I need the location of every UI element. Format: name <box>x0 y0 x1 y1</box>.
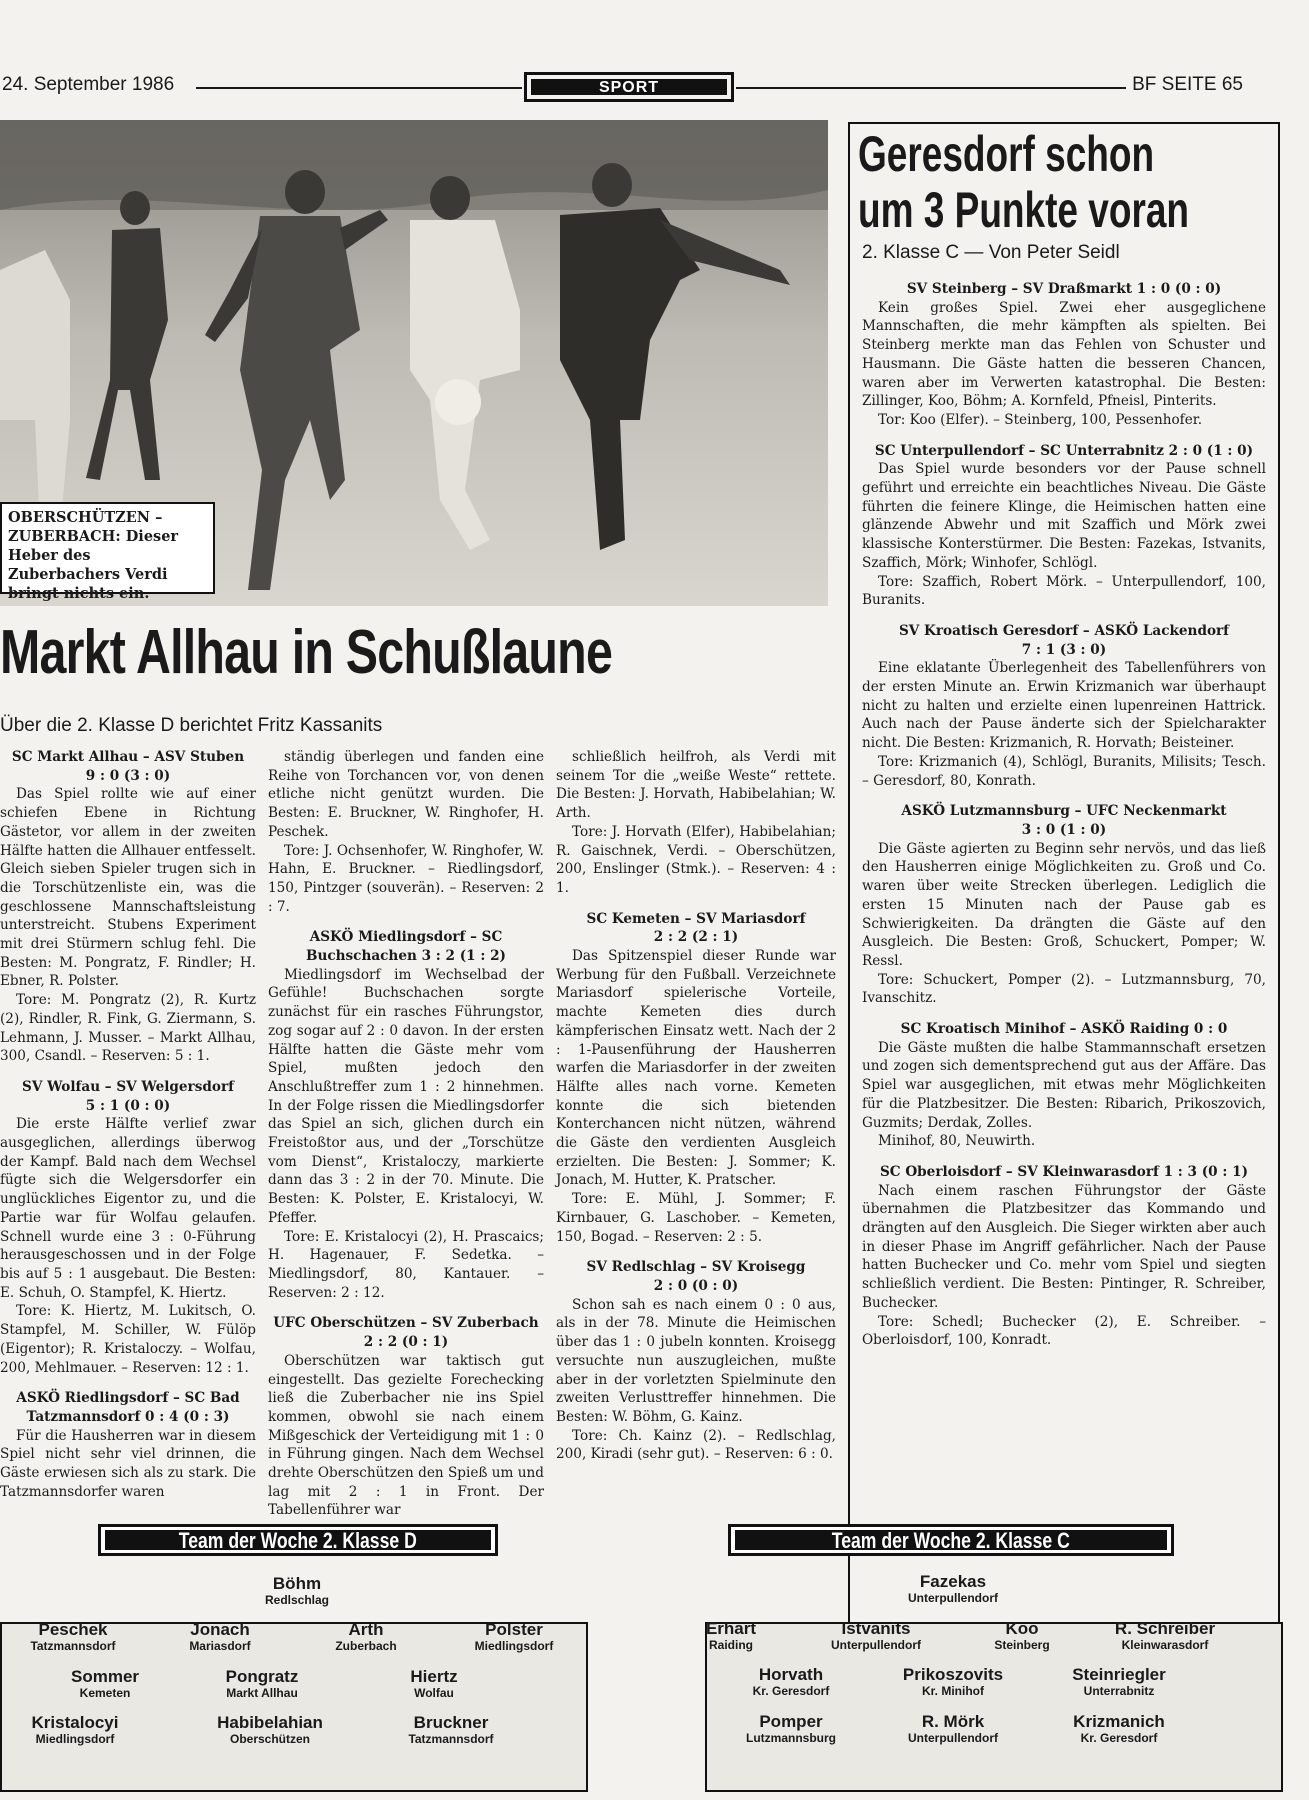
match-heading: SC Markt Allhau – ASV Stuben <box>11 749 245 765</box>
player-club: Lutzmannsburg <box>746 1731 836 1745</box>
player-club: Kemeten <box>79 1686 131 1700</box>
match-report-paragraph: Das Spiel wurde besonders vor der Pause schnell geführt und erreichte ein beachtliches Niveau. Die Gäste führten die feinere Klinge, die Heimischen hatten eine glänzende Abwehr und mit Szaffich und Mörk zwei klassische Konterstürmer. Die Besten: Fazekas, Istvanits, Szaffich, Mörk; Winhofer, Schlögl. <box>862 461 1266 571</box>
match-report-paragraph: Nach einem raschen Führungstor der Gäste übernahmen die Platzbesitzer das Kommando und drängten auf den Ausgleich. Die Sieger wirkten aber auch in dieser Phase im Angriff gefährlicher. Nach der Pause hatten Buchecker und Co. mehr vom Spiel und siegten schließlich verdient. Die Besten: Pintinger, R. Schreiber, Buchecker. <box>862 1182 1266 1311</box>
player-name: Böhm <box>272 1574 322 1593</box>
match-heading: UFC Oberschützen – SV Zuberbach 2 : 2 (0 : 1) <box>273 1315 539 1351</box>
match-report-paragraph: Tore: Krizmanich (4), Schlögl, Buranits, Milisits; Tesch. – Geresdorf, 80, Konrath. <box>862 753 1266 789</box>
left-headline: Markt Allhau in Schußlaune <box>0 618 613 687</box>
match-report-paragraph: Das Spiel rollte wie auf einer schiefen Ebene in Richtung Gästetor, vor allem in der zweiten Hälfte hatten die Allhauer entfesselt. Gleich sieben Spieler trugen sich in die Torschützenliste ein, was die geschlossene Mannschaftsleistung unterstreicht. Stubens Experiment mit drei Stürmern schlug fehl. Die Besten: M. Pongratz, F. Rindler; H. Ebner, R. Polster. <box>0 786 256 990</box>
match-heading: SV Wolfau – SV Welgersdorf <box>22 1078 234 1095</box>
header-rule-right <box>736 87 1126 89</box>
player-name: Horvath <box>758 1665 824 1684</box>
match-report-paragraph: Tore: Schuckert, Pomper (2). – Lutzmannsburg, 70, Ivanschitz. <box>862 971 1266 1007</box>
match-heading: 9 : 0 (3 : 0) <box>85 767 171 784</box>
team-player <box>1034 1665 1204 1698</box>
player-name: Krizmanich <box>1073 1712 1165 1731</box>
player-name: Bruckner <box>413 1713 489 1732</box>
match-report-paragraph: Minihof, 80, Neuwirth. <box>878 1133 1036 1150</box>
team-c-title: Team der Woche 2. Klasse C <box>735 1530 1167 1550</box>
player-club: Unterrabnitz <box>1083 1684 1155 1698</box>
match-report-paragraph: Tore: Szaffich, Robert Mörk. – Unterpullendorf, 100, Buranits. <box>862 573 1266 609</box>
match-report-paragraph: ständig überlegen und fanden eine Reihe von Torchancen vor, von denen etliche nicht genützt wurden. Die Besten: E. Bruckner, W. Ringhofer, H. Peschek. <box>268 749 544 840</box>
match-heading: SV Steinberg – SV Draßmarkt 1 : 0 (0 : 0) <box>906 281 1222 297</box>
match-heading: 2 : 0 (0 : 0) <box>653 1277 739 1294</box>
player-club: Steinberg <box>994 1638 1050 1652</box>
player-club: Redlschlag <box>264 1593 330 1607</box>
player-name: Erhart <box>705 1619 757 1638</box>
match-report-paragraph: Die erste Hälfte verlief zwar ausgeglichen, allerdings überwog der Kampf. Bald nach dem Wechsel fügte sich die Welgersdorfer ein unglückliches Eigentor zu, und die Partie war für Wolfau gelaufen. Schnell wurde eine 3 : 0-Führung herausgeschossen und in der Folge bis auf 5 : 1 ausgebaut. Die Besten: E. Schuh, O. Stampfel, K. Hiertz. <box>0 1116 256 1301</box>
match-report-paragraph: schließlich heilfroh, als Verdi mit seinem Tor die „weiße Weste“ rettete. Die Besten: J. Horvath, Habibelahian; W. Arth. <box>556 749 836 822</box>
team-player <box>1034 1712 1204 1745</box>
player-club: Kleinwarasdorf <box>1121 1638 1209 1652</box>
player-name: Koo <box>1005 1619 1039 1638</box>
left-column-1 <box>0 748 256 1501</box>
player-club: Raiding <box>709 1638 753 1652</box>
left-column-3 <box>556 748 836 1464</box>
player-name: Arth <box>348 1620 384 1639</box>
player-name: Peschek <box>38 1620 108 1639</box>
match-report-paragraph: Für die Hausherren war in diesem Spiel nicht sehr viel drinnen, die Gäste erwiesen sich als zu stark. Die Tatzmannsdorfer waren <box>0 1427 256 1500</box>
match-heading: SV Kroatisch Geresdorf – ASKÖ Lackendorf <box>898 622 1230 639</box>
match-heading: SC Kroatisch Minihof – ASKÖ Raiding 0 : 0 <box>900 1021 1228 1038</box>
team-player <box>706 1712 876 1745</box>
player-club: Unterpullendorf <box>908 1591 998 1605</box>
player-club: Kr. Geresdorf <box>752 1684 830 1698</box>
match-heading: SV Redlschlag – SV Kroisegg <box>586 1259 806 1276</box>
team-player <box>429 1620 599 1653</box>
match-report-paragraph: Tore: E. Mühl, J. Sommer; F. Kirnbauer, G. Laschober. – Kemeten, 150, Bogad. – Reserven: 2 : 5. <box>556 1191 836 1245</box>
page-number: BF SEITE 65 <box>1132 74 1243 95</box>
right-byline: 2. Klasse C — Von Peter Seidl <box>862 242 1120 263</box>
team-player <box>20 1667 190 1700</box>
right-headline-line-1: Geresdorf schon <box>858 126 1155 182</box>
player-club: Zuberbach <box>335 1639 397 1653</box>
player-club: Oberschützen <box>229 1732 310 1746</box>
player-name: Pomper <box>759 1712 823 1731</box>
match-report-paragraph: Die Gäste agierten zu Beginn sehr nervös, und das ließ den Hausherren einige Möglichkeiten zu. Groß und Co. waren über weite Strecken überlegen. Lediglich die ersten 15 Minuten nach der Pause gab es Schwierigkeiten. Da drängten die Gäste auf den Ausgleich. Die Besten: Groß, Schuckert, Pomper; W. Ressl. <box>862 840 1266 969</box>
match-heading: ASKÖ Miedlingsdorf – SC Buchschachen 3 : 2 (1 : 2) <box>306 929 506 965</box>
team-c-header-box <box>728 1524 1174 1556</box>
team-player <box>281 1620 451 1653</box>
player-club: Unterpullendorf <box>908 1731 998 1745</box>
player-club: Miedlingsdorf <box>474 1639 554 1653</box>
match-heading: 5 : 1 (0 : 0) <box>85 1097 171 1114</box>
player-club: Mariasdorf <box>189 1639 251 1653</box>
photo-caption: OBERSCHÜTZEN – ZUBERBACH: Dieser Heber des Zuberbachers Verdi bringt nichts ein. <box>0 502 215 594</box>
match-heading: SC Unterpullendorf – SC Unterrabnitz 2 : 0 (1 : 0) <box>874 442 1254 459</box>
match-heading: Tatzmannsdorf 0 : 4 (0 : 3) <box>26 1408 230 1425</box>
section-label-box <box>524 72 734 102</box>
match-report-paragraph: Tor: Koo (Elfer). – Steinberg, 100, Pessenhofer. <box>878 411 1203 428</box>
match-report-paragraph: Das Spitzenspiel dieser Runde war Werbung für den Fußball. Verzeichnete Mariasdorf spielerische Vorteile, machte Kemeten dies durch kämpferischen Einsatz wett. Nach der 2 : 1-Pausenführung der Hausherren warfen die Mariasdorfer in der zweiten Hälfte alles nach vorne. Kemeten konnte die sich bietenden Konterchancen nicht nützen, während die Gäste den verdienten Ausgleich erzielten. Die Besten: J. Sommer; K. Jonach, M. Hutter, K. Pratscher. <box>556 948 836 1189</box>
team-player <box>135 1620 305 1653</box>
player-name: Pongratz <box>225 1667 299 1686</box>
player-name: Sommer <box>70 1667 140 1686</box>
player-club: Tatzmannsdorf <box>408 1732 494 1746</box>
player-name: Polster <box>485 1620 543 1639</box>
player-club: Markt Allhau <box>226 1686 298 1700</box>
match-report-paragraph: Eine eklatante Überlegenheit des Tabellenführers von der ersten Minute an. Erwin Krizmanich war überhaupt nicht zu halten und erzielte einen lupenreinen Hattrick. Auch nach der Pause änderte sich der Spielcharakter nicht. Die Besten: Krizmanich, R. Horvath; Beisteiner. <box>862 660 1266 752</box>
issue-date: 24. September 1986 <box>2 74 175 95</box>
team-d-header-box <box>98 1524 498 1556</box>
team-player <box>868 1665 1038 1698</box>
player-club: Kr. Geresdorf <box>1080 1731 1158 1745</box>
player-name: R. Schreiber <box>1114 1619 1216 1638</box>
match-report-paragraph: Oberschützen war taktisch gut eingestellt. Das gezielte Forechecking ließ die Zuberbacher nie ins Spiel kommen, obwohl sie nach einem Mißgeschick der Verteidigung mit 1 : 0 in Führung gingen. Nach dem Wechsel drehte Oberschützen den Spieß um und lag mit 2 : 1 in Front. Der Tabellenführer war <box>268 1352 544 1519</box>
player-name: Fazekas <box>919 1572 987 1591</box>
match-report-paragraph: Tore: J. Ochsenhofer, W. Ringhofer, W. Hahn, E. Bruckner. – Riedlingsdorf, 150, Pintzger (souverän). – Reserven: 2 : 7. <box>268 842 544 915</box>
player-name: Kristalocyi <box>31 1713 119 1732</box>
match-heading: 3 : 0 (1 : 0) <box>1021 821 1107 838</box>
match-heading: 7 : 1 (3 : 0) <box>1021 641 1107 658</box>
player-club: Kr. Minihof <box>922 1684 984 1698</box>
player-name: Istvanits <box>841 1619 911 1638</box>
right-headline <box>858 126 1189 238</box>
match-report-paragraph: Tore: E. Kristalocyi (2), H. Prascaics; H. Hagenauer, F. Sedetka. – Miedlingsdorf, 80, Kantauer. – Reserven: 2 : 12. <box>268 1228 544 1301</box>
player-name: R. Mörk <box>921 1712 985 1731</box>
team-player <box>0 1713 160 1746</box>
team-player <box>706 1665 876 1698</box>
match-report-paragraph: Tore: Ch. Kainz (2). – Redlschlag, 200, Kiradi (sehr gut). – Reserven: 6 : 0. <box>556 1427 836 1463</box>
team-player <box>1080 1619 1250 1652</box>
match-report-paragraph: Miedlingsdorf im Wechselbad der Gefühle! Buchschachen sorgte zunächst für ein rasches Führungstor, zog sogar auf 2 : 0 davon. In der ersten Hälfte hatten die Gäste mehr vom Spiel, mußten jedoch den Anschlußtreffer zum 1 : 2 hinnehmen. In der Folge rissen die Miedlingsdorfer das Spiel an sich, glichen durch ein Freistoßtor aus, und der „Torschütze vom Dienst“, Kristaloczy, markierte dann das 3 : 2 in der 70. Minute. Die Besten: K. Polster, E. Kristalocyi, W. Pfeffer. <box>268 966 544 1226</box>
match-report-paragraph: Tore: M. Pongratz (2), R. Kurtz (2), Rindler, R. Fink, G. Ziermann, S. Lehmann, J. Musser. – Markt Allhau, 300, Csandl. – Reserven: 5 : 1. <box>0 992 256 1065</box>
match-report-paragraph: Die Gäste mußten die halbe Stammannschaft ersetzen und zogen sich dementsprechend gut aus der Affäre. Das Spiel war ausgeglichen, mit etwas mehr Möglichkeiten für die Platzbesitzer. Die Besten: Ribarich, Prikoszovich, Guzmits; Derdak, Zolles. <box>862 1039 1266 1131</box>
player-club: Tatzmannsdorf <box>30 1639 116 1653</box>
match-heading: ASKÖ Lutzmannsburg – UFC Neckenmarkt <box>901 803 1227 820</box>
player-name: Jonach <box>190 1620 250 1639</box>
match-report-paragraph: Schon sah es nach einem 0 : 0 aus, als in der 78. Minute die Heimischen über das 1 : 0 jubeln konnten. Kroisegg versuchte nun auszugleichen, mußte aber in der vorletzten Spielminute den zweiten Verlusttreffer hinnehmen. Die Besten: W. Böhm, G. Kainz. <box>556 1296 836 1425</box>
match-heading: 2 : 2 (2 : 1) <box>653 929 739 946</box>
right-headline-line-2: um 3 Punkte voran <box>858 182 1190 238</box>
header-rule-left <box>196 87 522 89</box>
left-column-2 <box>268 748 544 1520</box>
player-name: Hiertz <box>410 1667 458 1686</box>
player-club: Wolfau <box>414 1686 454 1700</box>
team-d-title: Team der Woche 2. Klasse D <box>105 1530 491 1550</box>
match-heading: SC Kemeten – SV Mariasdorf <box>586 910 806 927</box>
match-report-paragraph: Kein großes Spiel. Zwei eher ausgeglichene Mannschaften, die mehr kämpften als spielten. Bei Steinberg merkte man das Fehlen von Schuster und Hausmann. Die Gäste hatten die besseren Chancen, waren aber im Verwerten katastrophal. Die Besten: Zillinger, Koo, Böhm; A. Kornfeld, Pfneisl, Pinterits. <box>862 299 1266 410</box>
section-label: SPORT <box>531 79 727 95</box>
team-player <box>366 1713 536 1746</box>
player-name: Prikoszovits <box>902 1665 1004 1684</box>
player-club: Unterpullendorf <box>831 1638 921 1652</box>
match-report-paragraph: Tore: J. Horvath (Elfer), Habibelahian; R. Gaischnek, Verdi. – Oberschützen, 200, Enslinger (Stmk.). – Reserven: 4 : 1. <box>556 823 836 896</box>
team-player <box>177 1667 347 1700</box>
match-report-paragraph: Tore: K. Hiertz, M. Lukitsch, O. Stampfel, M. Schiller, W. Fülöp (Eigentor); R. Kristaloczy. – Wolfau, 200, Mehlmauer. – Reserven: 12 : 1. <box>0 1303 256 1376</box>
team-player <box>349 1667 519 1700</box>
match-heading: SC Oberloisdorf – SV Kleinwarasdorf 1 : 3 (0 : 1) <box>879 1163 1249 1180</box>
match-report-paragraph: Tore: Schedl; Buchecker (2), E. Schreiber. – Oberloisdorf, 100, Konradt. <box>862 1313 1266 1349</box>
team-player <box>212 1574 382 1607</box>
left-byline: Über die 2. Klasse D berichtet Fritz Kassanits <box>0 715 383 736</box>
team-player <box>868 1712 1038 1745</box>
player-name: Habibelahian <box>217 1713 323 1732</box>
player-name: Steinriegler <box>1072 1665 1166 1684</box>
right-column <box>862 280 1266 1350</box>
team-player <box>185 1713 355 1746</box>
player-club: Miedlingsdorf <box>35 1732 115 1746</box>
team-player <box>868 1572 1038 1605</box>
match-heading: ASKÖ Riedlingsdorf – SC Bad <box>16 1390 240 1407</box>
team-player <box>791 1619 961 1652</box>
